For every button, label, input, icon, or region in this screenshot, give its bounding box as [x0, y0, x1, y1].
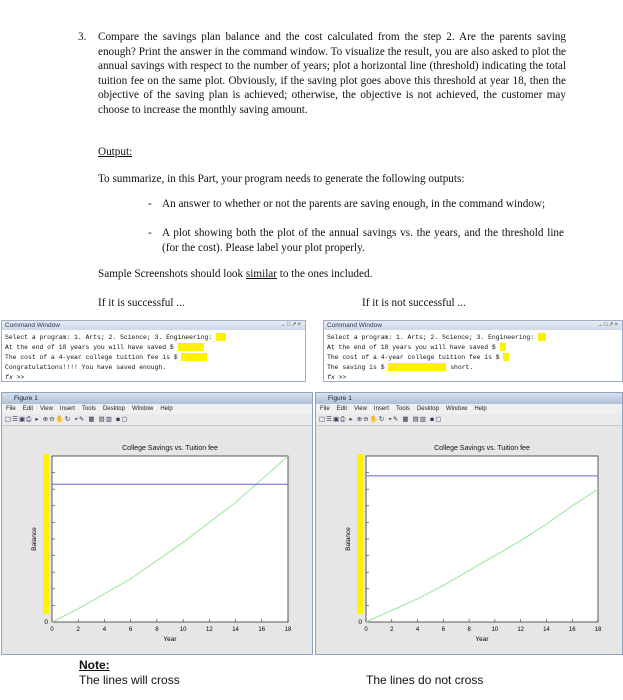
- y-tick-label: 0: [44, 619, 48, 626]
- x-tick-label: 10: [179, 627, 187, 633]
- output-heading: Output:: [98, 146, 133, 158]
- x-axis-label: Year: [475, 636, 489, 643]
- window-controls[interactable]: →□↗×: [279, 322, 302, 328]
- x-tick-label: 16: [568, 627, 576, 633]
- command-output: [2, 330, 305, 383]
- bullet-marker: -: [148, 227, 152, 239]
- note-label: Note:: [79, 658, 110, 672]
- command-window-title-bar: [2, 321, 305, 330]
- menu-file[interactable]: File: [320, 406, 330, 412]
- menu-window[interactable]: Window: [445, 406, 468, 412]
- output-line: The saving is $ short.: [327, 364, 474, 371]
- figure-window-success: [1, 392, 313, 655]
- x-tick-label: 2: [76, 627, 80, 633]
- figure-window-fail: [315, 392, 623, 655]
- menu-help[interactable]: Help: [474, 406, 487, 412]
- x-tick-label: 8: [467, 627, 471, 633]
- figure-menu-bar: [2, 404, 312, 414]
- savings-chart-success: [2, 426, 310, 654]
- command-output: [324, 330, 622, 383]
- command-window-fail: [323, 320, 623, 382]
- question-text: Compare the savings plan balance and the cost calculated from the step 2. Are the parents saving enough? Print the answer in the command window. To visualize the result, you are also asked to plot the annual savings with respect to the number of years; plot a horizontal line (threshold) indicating the total tuition fee on the same plot. Obviously, if the saving plot goes above this threshold at year 18, then the objective of the saving plan is achieved; otherwise, the objective is not achieved, the customer may choose to increase the monthly saving amount.: [98, 31, 566, 116]
- menu-help[interactable]: Help: [160, 406, 173, 412]
- x-tick-label: 8: [155, 627, 159, 633]
- output-line: The cost of a 4-year college tuition fee is $: [5, 353, 305, 363]
- redaction-highlight: [503, 353, 509, 361]
- menu-tools[interactable]: Tools: [395, 406, 410, 412]
- menu-view[interactable]: View: [354, 406, 367, 412]
- x-tick-label: 0: [364, 627, 368, 633]
- figure-toolbar[interactable]: □☰▣⎙ ▸ ⊕⊖✋↻ ⌖✎ ▦ ▤▥ ▪▢: [316, 414, 622, 426]
- x-tick-label: 4: [102, 627, 107, 633]
- summary-text: To summarize, in this Part, your program needs to generate the following outputs:: [98, 173, 465, 185]
- command-window-title: Command Window: [327, 322, 382, 329]
- sample-suffix: to the ones included.: [277, 268, 373, 280]
- menu-desktop[interactable]: Desktop: [102, 406, 125, 412]
- menu-edit[interactable]: Edit: [22, 406, 34, 412]
- output-line: At the end of 18 years you will have saved $: [327, 343, 622, 353]
- bullet-marker: -: [148, 198, 152, 210]
- figure-menu-bar: [316, 404, 622, 414]
- y-tick-redaction: [357, 454, 363, 614]
- chart-title: College Savings vs. Tuition fee: [434, 445, 530, 452]
- x-tick-label: 14: [543, 627, 550, 633]
- redaction-highlight: [216, 333, 226, 341]
- output-line: At the end of 18 years you will have saved $: [5, 343, 305, 353]
- menu-edit[interactable]: Edit: [336, 406, 348, 412]
- menu-view[interactable]: View: [40, 406, 53, 412]
- menu-file[interactable]: File: [6, 406, 16, 412]
- menu-insert[interactable]: Insert: [59, 406, 75, 412]
- redaction-highlight: [181, 353, 207, 361]
- output-line: Congratulations!!!! You have saved enough.: [5, 364, 167, 371]
- figure-title-bar: [2, 393, 312, 404]
- bullet-item-1: An answer to whether or not the parents are saving enough, in the command window;: [162, 198, 546, 210]
- redaction-highlight: [538, 333, 546, 341]
- x-tick-label: 6: [441, 627, 446, 633]
- figure-title: Figure 1: [328, 395, 352, 402]
- redaction-highlight: [500, 343, 506, 351]
- sample-prefix: Sample Screenshots should look: [98, 268, 246, 280]
- redaction-highlight: [388, 363, 446, 371]
- plot-area: [52, 456, 288, 622]
- plot-area: [366, 456, 598, 622]
- figure-title: Figure 1: [14, 395, 38, 402]
- window-controls[interactable]: →□↗×: [596, 322, 619, 328]
- command-window-success: [1, 320, 306, 382]
- x-tick-label: 18: [284, 627, 292, 633]
- figure-toolbar[interactable]: □☰▣⎙ ▸ ⊕⊖✋↻ ⌖✎ ▦ ▤▥ ▪▢: [2, 414, 312, 426]
- sample-sentence: [98, 267, 372, 282]
- x-tick-label: 18: [594, 627, 602, 633]
- case-success-label: If it is successful ...: [98, 297, 185, 309]
- caption-left: The lines will cross: [79, 673, 180, 687]
- question-number: 3.: [78, 31, 87, 43]
- x-tick-label: 0: [50, 627, 54, 633]
- command-prompt[interactable]: fx >>: [5, 374, 25, 381]
- output-line: Select a program: 1. Arts; 2. Science; 3. Engineering:: [327, 333, 622, 343]
- sample-underlined: similar: [245, 268, 277, 280]
- command-window-title-bar: [324, 321, 622, 330]
- x-tick-label: 6: [128, 627, 133, 633]
- x-tick-label: 12: [205, 627, 213, 633]
- menu-desktop[interactable]: Desktop: [416, 406, 439, 412]
- savings-chart-fail: [316, 426, 620, 654]
- x-tick-label: 12: [517, 627, 525, 633]
- case-fail-label: If it is not successful ...: [362, 297, 466, 309]
- figure-title-bar: [316, 393, 622, 404]
- output-line: The cost of a 4-year college tuition fee is $: [327, 353, 622, 363]
- output-line: Select a program: 1. Arts; 2. Science; 3. Engineering:: [5, 333, 305, 343]
- redaction-highlight: [178, 343, 204, 351]
- y-axis-label: Balance: [345, 527, 352, 551]
- command-window-title: Command Window: [5, 322, 60, 329]
- x-tick-label: 4: [415, 627, 420, 633]
- menu-tools[interactable]: Tools: [81, 406, 96, 412]
- x-tick-label: 16: [258, 627, 266, 633]
- x-axis-label: Year: [163, 636, 177, 643]
- y-axis-label: Balance: [31, 527, 38, 551]
- menu-window[interactable]: Window: [131, 406, 154, 412]
- x-tick-label: 2: [390, 627, 394, 633]
- menu-insert[interactable]: Insert: [373, 406, 389, 412]
- y-tick-label: 0: [358, 619, 362, 626]
- bullet-item-2: A plot showing both the plot of the annual savings vs. the years, and the threshold line (for the cost). Please label your plot properly.: [162, 227, 564, 254]
- x-tick-label: 14: [232, 627, 239, 633]
- x-tick-label: 10: [491, 627, 499, 633]
- y-tick-redaction: [43, 454, 49, 614]
- caption-right: The lines do not cross: [366, 673, 484, 687]
- chart-title: College Savings vs. Tuition fee: [122, 445, 218, 452]
- command-prompt[interactable]: fx >>: [327, 374, 347, 381]
